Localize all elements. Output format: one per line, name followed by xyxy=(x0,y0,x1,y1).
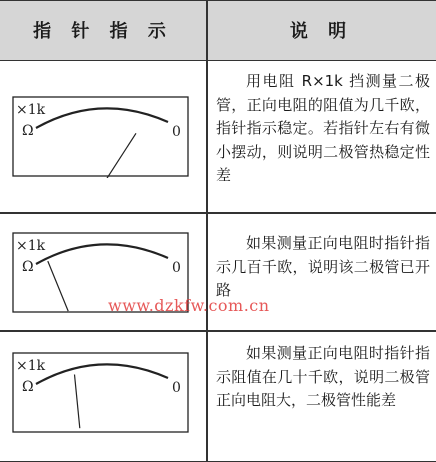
column-divider xyxy=(206,0,208,462)
header-needle-indication: 指 针 指 示 xyxy=(33,21,173,42)
table-header xyxy=(0,1,436,61)
meter-ohm-symbol-1: Ω xyxy=(22,123,34,139)
row-divider-2 xyxy=(0,330,436,332)
description-3: 如果测量正向电阻时指针指示阻值在几十千欧，说明二极管正向电阻大，二极管性能差 xyxy=(216,344,430,409)
meter-ohm-symbol-2: Ω xyxy=(22,259,34,275)
meter-scale-label-3: ×1k xyxy=(16,358,46,374)
meter-dial-1 xyxy=(12,96,190,178)
meter-zero-label-1: 0 xyxy=(172,124,181,140)
meter-zero-label-2: 0 xyxy=(172,260,181,276)
header-explanation: 说 明 xyxy=(289,21,354,42)
meter-scale-label-1: ×1k xyxy=(16,102,46,118)
meter-scale-label-2: ×1k xyxy=(16,238,46,254)
description-2: 如果测量正向电阻时指针指示几百千欧，说明该二极管已开路 xyxy=(216,234,430,299)
watermark-text: www.dzkfw.com.cn xyxy=(108,296,270,315)
meter-face-1 xyxy=(12,96,190,178)
meter-zero-label-3: 0 xyxy=(172,380,181,396)
meter-ohm-symbol-3: Ω xyxy=(22,379,34,395)
meter-dial-3 xyxy=(12,352,190,434)
meter-face-3 xyxy=(12,352,190,434)
row-divider-1 xyxy=(0,212,436,214)
description-1: 用电阻 R×1k 挡测量二极管，正向电阻的阻值为几千欧，指针指示稳定。若指针左右有微小摆动，则说明二极管热稳定性差 xyxy=(216,72,430,184)
